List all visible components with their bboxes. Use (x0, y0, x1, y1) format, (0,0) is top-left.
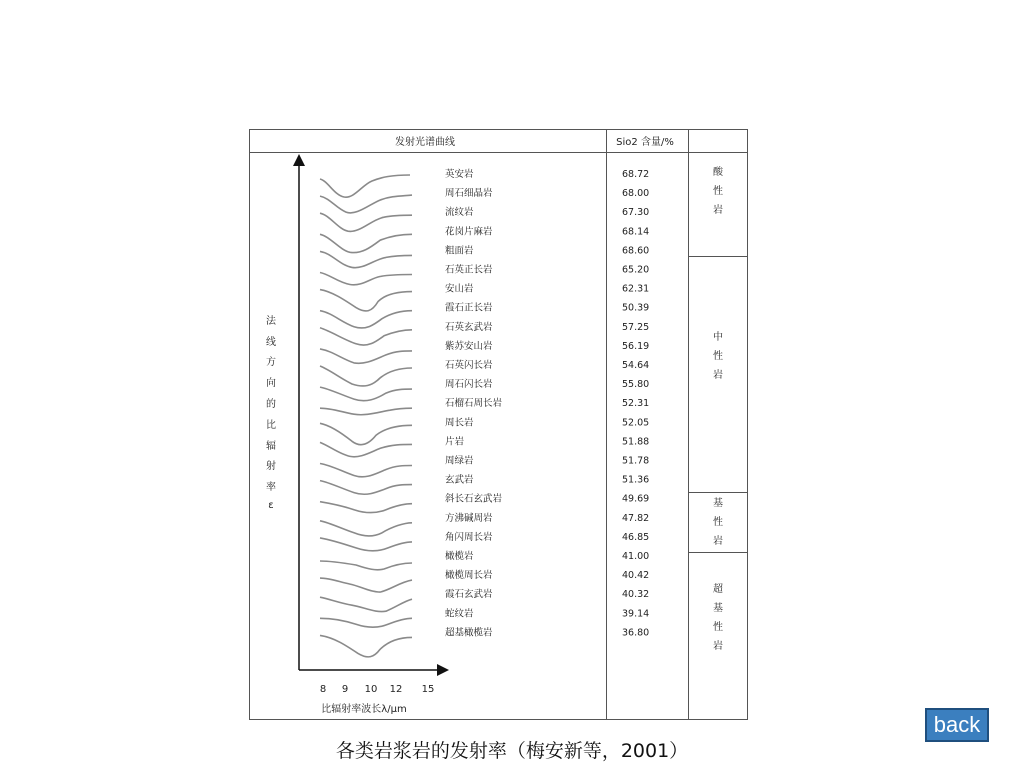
rock-name: 粗面岩 (445, 245, 474, 257)
sio2-value: 46.85 (622, 531, 650, 543)
emission-curve (320, 538, 412, 551)
rock-name: 橄榄岩 (445, 551, 474, 562)
sio2-value: 51.78 (622, 455, 650, 467)
group-label-char: 岩 (713, 641, 723, 652)
rock-name: 石英闪长岩 (445, 360, 493, 371)
emission-curve (320, 349, 412, 363)
emission-curve (320, 273, 412, 285)
sio2-value: 40.32 (622, 589, 650, 601)
rock-name: 橄榄周长岩 (445, 570, 493, 582)
svg-text:ε: ε (268, 500, 274, 511)
sio2-value: 57.25 (622, 321, 650, 333)
sio2-value: 62.31 (622, 283, 650, 295)
emission-curve (320, 481, 412, 495)
sio2-value: 49.69 (622, 493, 650, 505)
rock-name: 斜长石玄武岩 (445, 493, 503, 505)
emission-curve (320, 408, 412, 415)
svg-text:线: 线 (266, 337, 276, 348)
emission-curve (320, 311, 412, 328)
group-label-char: 性 (713, 186, 723, 197)
emission-curve (320, 366, 412, 386)
sio2-column (622, 169, 649, 638)
sio2-value: 67.30 (622, 207, 650, 219)
header-curves: 发射光谱曲线 (395, 137, 455, 148)
sio2-value: 65.20 (622, 264, 650, 276)
sio2-value: 54.64 (622, 360, 650, 371)
rock-name: 英安岩 (445, 169, 474, 180)
group-label-char: 性 (713, 622, 723, 633)
emission-curve (320, 251, 412, 267)
sio2-value: 50.39 (622, 302, 650, 314)
x-axis-label: 比辐射率波长λ/μm (321, 704, 407, 715)
svg-text:射: 射 (266, 461, 276, 472)
svg-text:的: 的 (266, 399, 276, 410)
emission-curves (320, 175, 412, 657)
sio2-value: 36.80 (622, 627, 650, 639)
sio2-value: 68.14 (622, 226, 650, 238)
sio2-value: 56.19 (622, 340, 650, 352)
rock-name: 玄武岩 (445, 474, 474, 486)
rock-name: 周石细晶岩 (445, 188, 493, 200)
group-label-char: 性 (713, 517, 723, 528)
rock-name: 周绿岩 (445, 455, 474, 467)
group-label-char: 性 (713, 351, 723, 362)
emission-curve (320, 502, 412, 513)
group-label-char: 中 (713, 332, 723, 343)
rock-name: 石榴石周长岩 (445, 398, 503, 410)
svg-text:10: 10 (364, 684, 378, 695)
x-tick-labels (320, 684, 435, 695)
sio2-value: 68.72 (622, 169, 650, 180)
group-label-char: 基 (713, 603, 723, 614)
emission-curve (320, 597, 412, 611)
rock-name: 流纹岩 (445, 207, 474, 219)
figure-caption: 各类岩浆岩的发射率（梅安新等，2001） (335, 740, 689, 762)
emission-curve (320, 578, 412, 592)
emission-curve (320, 175, 410, 197)
y-axis-label (266, 314, 277, 511)
svg-text:8: 8 (319, 684, 327, 695)
rock-name: 超基橄榄岩 (445, 627, 493, 639)
svg-text:辐: 辐 (266, 441, 276, 452)
sio2-value: 68.60 (622, 245, 650, 257)
emission-curve (320, 561, 412, 570)
emission-curve (320, 464, 412, 477)
emission-curve (320, 328, 412, 345)
rock-name: 安山岩 (445, 283, 474, 295)
sio2-value: 68.00 (622, 188, 650, 200)
group-label-column (713, 165, 724, 652)
svg-text:率: 率 (266, 482, 276, 493)
rock-name: 蛇纹岩 (445, 608, 474, 620)
emission-curve (320, 234, 412, 252)
sio2-value: 40.42 (622, 570, 650, 582)
svg-text:9: 9 (341, 684, 349, 695)
header-sio2: Sio2 含量/% (616, 137, 674, 148)
emission-curve (320, 387, 412, 401)
emission-curve (320, 290, 412, 311)
emission-curve (320, 618, 412, 627)
sio2-value: 52.05 (622, 417, 650, 429)
emission-curve (320, 195, 412, 213)
rock-name: 紫苏安山岩 (445, 340, 493, 352)
back-button[interactable]: back (925, 708, 989, 742)
sio2-value: 51.88 (622, 436, 650, 448)
svg-text:12: 12 (389, 684, 403, 695)
emission-curve (320, 442, 412, 456)
svg-text:向: 向 (266, 378, 276, 389)
emission-curve (320, 635, 412, 656)
rock-name: 片岩 (445, 436, 465, 448)
sio2-value: 39.14 (622, 608, 650, 620)
group-label-char: 岩 (713, 370, 723, 381)
sio2-value: 55.80 (622, 379, 650, 391)
rock-name: 霞石正长岩 (445, 302, 493, 314)
sio2-value: 52.31 (622, 398, 650, 410)
group-label-char: 酸 (713, 167, 723, 178)
sio2-value: 47.82 (622, 512, 650, 524)
svg-text:比: 比 (266, 420, 276, 431)
sio2-value: 41.00 (622, 551, 650, 562)
group-label-char: 岩 (713, 205, 723, 216)
emission-curve (320, 521, 412, 536)
rock-name: 石英正长岩 (445, 264, 493, 276)
emission-curve (320, 213, 412, 231)
rock-name: 石英玄武岩 (445, 321, 493, 333)
group-label-char: 基 (713, 498, 723, 509)
emission-curve (320, 423, 412, 444)
rock-name: 角闪周长岩 (445, 531, 493, 543)
rock-name: 霞石玄武岩 (445, 589, 493, 601)
svg-text:法: 法 (266, 316, 276, 327)
rock-name: 花岗片麻岩 (445, 226, 493, 238)
rock-name: 周长岩 (445, 417, 474, 429)
rock-name-column (445, 168, 503, 638)
svg-text:15: 15 (421, 684, 435, 695)
group-label-char: 超 (713, 584, 723, 595)
rock-name: 周石闪长岩 (445, 379, 493, 391)
svg-text:方: 方 (266, 357, 276, 368)
group-label-char: 岩 (713, 536, 723, 547)
sio2-value: 51.36 (622, 474, 650, 486)
rock-name: 方沸碱周岩 (445, 512, 493, 524)
